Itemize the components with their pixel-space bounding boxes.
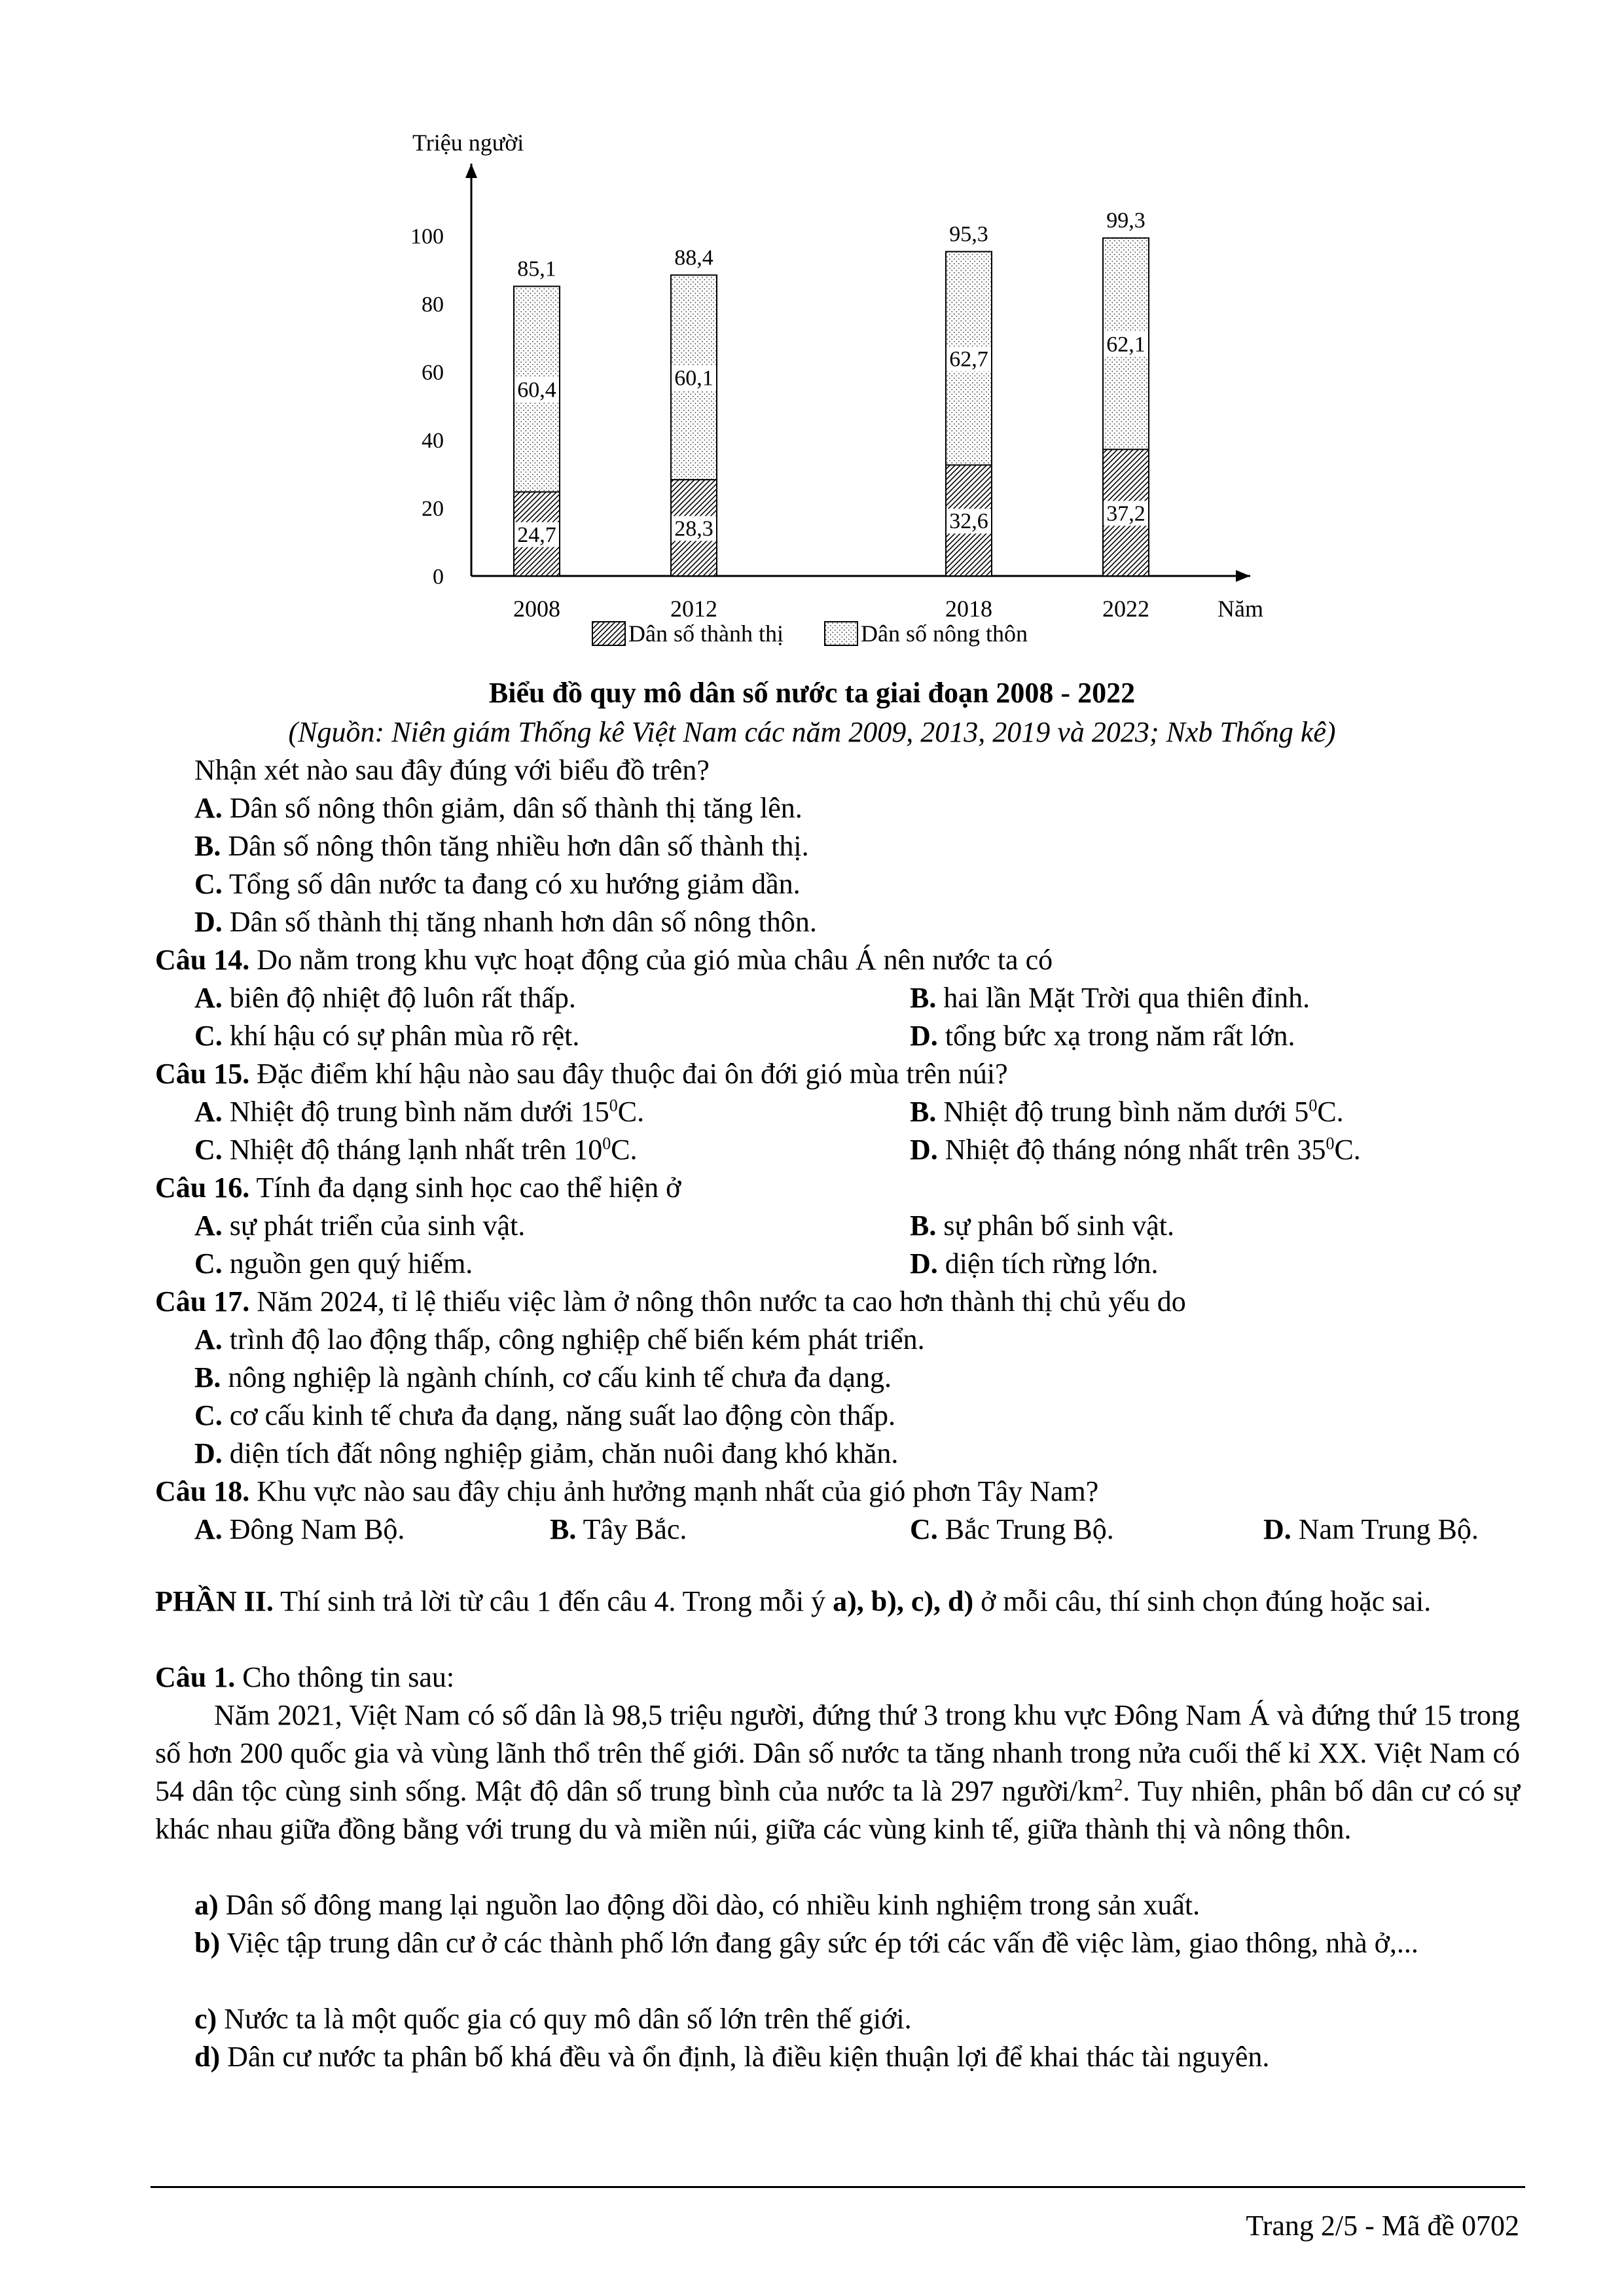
question-stem: Tính đa dạng sinh học cao thể hiện ở bbox=[256, 1172, 681, 1204]
population-chart bbox=[367, 111, 1283, 687]
y-tick-label: 40 bbox=[422, 429, 444, 453]
q17-option-c bbox=[194, 1397, 895, 1435]
option-letter: B. bbox=[194, 830, 221, 862]
q13-option-b bbox=[194, 827, 809, 865]
option-text: Nhiệt độ tháng lạnh nhất trên 10 bbox=[229, 1134, 603, 1166]
option-letter: D. bbox=[194, 906, 223, 938]
q14-stem-line bbox=[155, 941, 1053, 979]
question-stem: Khu vực nào sau đây chịu ảnh hưởng mạnh nhất của gió phơn Tây Nam? bbox=[257, 1475, 1099, 1507]
unit: C. bbox=[617, 1096, 645, 1128]
x-tick-label: 2008 bbox=[513, 596, 560, 622]
option-letter: B. bbox=[910, 1210, 937, 1242]
option-text: nông nghiệp là ngành chính, cơ cấu kinh tế chưa đa dạng. bbox=[228, 1361, 892, 1393]
option-letter: A. bbox=[194, 792, 223, 824]
unit: C. bbox=[1317, 1096, 1344, 1128]
part-label: PHẦN II. bbox=[155, 1585, 274, 1617]
q13-stem: Nhận xét nào sau đây đúng với biểu đồ trên? bbox=[194, 754, 710, 786]
q15-option-b bbox=[910, 1093, 1344, 1131]
q17-option-d bbox=[194, 1435, 898, 1473]
data-label-rural: 60,1 bbox=[674, 366, 713, 391]
statement-label: d) bbox=[194, 2041, 221, 2073]
q16-option-d bbox=[910, 1245, 1159, 1283]
question-stem: Cho thông tin sau: bbox=[242, 1661, 455, 1693]
y-axis-arrow bbox=[465, 164, 477, 178]
data-label-urban: 32,6 bbox=[949, 509, 988, 534]
unit: C. bbox=[611, 1134, 638, 1166]
option-text: Bắc Trung Bộ. bbox=[945, 1513, 1114, 1545]
statement-text: Dân số đông mang lại nguồn lao động dồi dào, có nhiều kinh nghiệm trong sản xuất. bbox=[225, 1889, 1200, 1921]
part2-q1-stem-line bbox=[155, 1659, 454, 1696]
y-tick-label: 0 bbox=[433, 565, 444, 589]
statement-label: c) bbox=[194, 2003, 217, 2035]
option-letter: D. bbox=[1263, 1513, 1291, 1545]
data-label-rural: 60,4 bbox=[517, 378, 556, 403]
option-text: Đông Nam Bộ. bbox=[229, 1513, 405, 1545]
option-letter: C. bbox=[194, 1134, 223, 1166]
option-text: tổng bức xạ trong năm rất lớn. bbox=[945, 1020, 1295, 1052]
y-tick-label: 80 bbox=[422, 293, 444, 317]
option-text: Dân số thành thị tăng nhanh hơn dân số nông thôn. bbox=[229, 906, 817, 938]
option-text: cơ cấu kinh tế chưa đa dạng, năng suất lao động còn thấp. bbox=[229, 1399, 896, 1431]
q15-option-a bbox=[194, 1093, 644, 1131]
question-stem: Năm 2024, tỉ lệ thiếu việc làm ở nông thôn nước ta cao hơn thành thị chủ yếu do bbox=[257, 1285, 1186, 1318]
legend-swatch-urban bbox=[592, 622, 625, 645]
q13-option-d bbox=[194, 903, 817, 941]
data-label-total: 85,1 bbox=[517, 257, 556, 281]
option-letter: C. bbox=[194, 868, 223, 900]
q14-option-b bbox=[910, 979, 1310, 1017]
y-tick-label: 100 bbox=[410, 224, 444, 249]
option-text: Tây Bắc. bbox=[583, 1513, 687, 1545]
chart-title: Biểu đồ quy mô dân số nước ta giai đoạn 2008 - 2022 bbox=[488, 677, 1136, 709]
question-stem: Do nằm trong khu vực hoạt động của gió mùa châu Á nên nước ta có bbox=[257, 944, 1053, 976]
option-letter: D. bbox=[910, 1134, 938, 1166]
option-letter: C. bbox=[910, 1513, 938, 1545]
q15-option-c bbox=[194, 1131, 638, 1169]
passage-sup: 2 bbox=[1114, 1775, 1123, 1795]
statement-text: Việc tập trung dân cư ở các thành phố lớn đang gây sức ép tới các vấn đề việc làm, giao thông, nhà ở,... bbox=[226, 1927, 1418, 1959]
option-text: nguồn gen quý hiếm. bbox=[229, 1247, 473, 1280]
question-label: Câu 15. bbox=[155, 1058, 250, 1090]
q18-stem-line bbox=[155, 1473, 1098, 1511]
part-intro-text: Thí sinh trả lời từ câu 1 đến câu 4. Trong mỗi ý bbox=[280, 1585, 826, 1617]
option-letter: B. bbox=[910, 1096, 937, 1128]
data-label-urban: 28,3 bbox=[674, 516, 713, 541]
question-label: Câu 1. bbox=[155, 1661, 236, 1693]
part-intro-text-2: ở mỗi câu, thí sinh chọn đúng hoặc sai. bbox=[981, 1585, 1432, 1617]
q18-option-c bbox=[910, 1511, 1114, 1549]
q14-option-a bbox=[194, 979, 576, 1017]
q14-option-d bbox=[910, 1017, 1295, 1055]
option-letter: C. bbox=[194, 1247, 223, 1280]
option-letter: A. bbox=[194, 1210, 223, 1242]
passage-text: Năm 2021, Việt Nam có số dân là 98,5 triệu người, đứng thứ 3 trong khu vực Đông Nam Á và đứng thứ 15 trong số hơn 200 quốc gia và vùng lãnh thổ trên thế giới. Dân số nước ta tăng nhanh trong nửa cuối thế kỉ XX. Việt Nam có 54 dân tộc cùng sinh sống. Mật độ dân số trung bình của nước ta là 297 người/km bbox=[155, 1699, 1520, 1807]
q16-option-c bbox=[194, 1245, 473, 1283]
degree-sup: 0 bbox=[1326, 1134, 1335, 1153]
x-axis-label: Năm bbox=[1218, 596, 1263, 622]
data-label-total: 99,3 bbox=[1106, 208, 1146, 233]
q18-option-a bbox=[194, 1511, 405, 1549]
y-tick-label: 20 bbox=[422, 497, 444, 521]
option-text: trình độ lao động thấp, công nghiệp chế biến kém phát triển. bbox=[229, 1323, 925, 1355]
part2-passage bbox=[155, 1696, 1520, 1848]
option-text: Nhiệt độ trung bình năm dưới 15 bbox=[229, 1096, 609, 1128]
q14-option-c bbox=[194, 1017, 579, 1055]
option-letter: A. bbox=[194, 982, 223, 1014]
chart-source: (Nguồn: Niên giám Thống kê Việt Nam các năm 2009, 2013, 2019 và 2023; Nxb Thống kê) bbox=[288, 716, 1336, 748]
option-text: hai lần Mặt Trời qua thiên đỉnh. bbox=[943, 982, 1310, 1014]
question-label: Câu 18. bbox=[155, 1475, 250, 1507]
x-axis-arrow bbox=[1236, 570, 1250, 582]
passage-text-end: . Tuy nhiên, phân bố dân cư có sự khác nhau giữa đồng bằng với trung du và miền núi, giữa các vùng kinh tế, giữa thành thị và nông thôn. bbox=[155, 1775, 1520, 1845]
option-text: sự phát triển của sinh vật. bbox=[229, 1210, 526, 1242]
option-letter: A. bbox=[194, 1513, 223, 1545]
option-text: biên độ nhiệt độ luôn rất thấp. bbox=[229, 982, 576, 1014]
legend-label-rural: Dân số nông thôn bbox=[861, 620, 1028, 647]
option-letter: C. bbox=[194, 1399, 223, 1431]
part2-statement-d bbox=[194, 2038, 1269, 2076]
option-text: Dân số nông thôn tăng nhiều hơn dân số thành thị. bbox=[228, 830, 809, 862]
option-text: diện tích rừng lớn. bbox=[945, 1247, 1159, 1280]
q16-option-a bbox=[194, 1207, 525, 1245]
option-letter: A. bbox=[194, 1096, 223, 1128]
q16-stem-line bbox=[155, 1169, 681, 1207]
option-letter: D. bbox=[910, 1020, 938, 1052]
option-letter: B. bbox=[550, 1513, 577, 1545]
data-label-urban: 37,2 bbox=[1106, 501, 1146, 526]
data-label-total: 88,4 bbox=[674, 245, 713, 270]
option-letter: D. bbox=[910, 1247, 938, 1280]
part-intro-bold: a), b), c), d) bbox=[833, 1585, 974, 1617]
statement-text: Nước ta là một quốc gia có quy mô dân số lớn trên thế giới. bbox=[224, 2003, 912, 2035]
page-footer: Trang 2/5 - Mã đề 0702 bbox=[1246, 2210, 1519, 2242]
footer-rule bbox=[151, 2186, 1525, 2188]
option-text: Tổng số dân nước ta đang có xu hướng giảm dần. bbox=[229, 868, 801, 900]
part2-statement-a bbox=[194, 1886, 1200, 1924]
part2-statement-c bbox=[194, 2000, 912, 2038]
x-tick-label: 2022 bbox=[1102, 596, 1149, 622]
x-tick-label: 2018 bbox=[945, 596, 992, 622]
legend-label-urban: Dân số thành thị bbox=[628, 620, 784, 647]
statement-label: b) bbox=[194, 1927, 221, 1959]
data-label-urban: 24,7 bbox=[517, 522, 556, 547]
degree-sup: 0 bbox=[1308, 1096, 1318, 1115]
q15-stem-line bbox=[155, 1055, 1008, 1093]
q13-option-a bbox=[194, 789, 803, 827]
option-text: diện tích đất nông nghiệp giảm, chăn nuôi đang khó khăn. bbox=[229, 1437, 899, 1469]
q13-option-c bbox=[194, 865, 801, 903]
option-text: Nam Trung Bộ. bbox=[1298, 1513, 1479, 1545]
option-text: Dân số nông thôn giảm, dân số thành thị tăng lên. bbox=[229, 792, 803, 824]
chart-svg bbox=[367, 111, 1283, 687]
option-letter: B. bbox=[194, 1361, 221, 1393]
q18-option-b bbox=[550, 1511, 687, 1549]
q17-stem-line bbox=[155, 1283, 1186, 1321]
x-tick-label: 2012 bbox=[670, 596, 717, 622]
option-text: Nhiệt độ tháng nóng nhất trên 35 bbox=[945, 1134, 1326, 1166]
unit: C. bbox=[1334, 1134, 1361, 1166]
q15-option-d bbox=[910, 1131, 1361, 1169]
q18-option-d bbox=[1263, 1511, 1479, 1549]
q17-option-a bbox=[194, 1321, 925, 1359]
part2-statement-b bbox=[155, 1924, 1520, 1962]
option-text: sự phân bố sinh vật. bbox=[943, 1210, 1174, 1242]
option-text: khí hậu có sự phân mùa rõ rệt. bbox=[229, 1020, 580, 1052]
y-tick-label: 60 bbox=[422, 361, 444, 385]
data-label-total: 95,3 bbox=[949, 222, 988, 247]
part2-intro bbox=[155, 1583, 1520, 1621]
legend-swatch-rural bbox=[825, 622, 857, 645]
y-axis-label: Triệu người bbox=[412, 130, 524, 156]
degree-sup: 0 bbox=[602, 1134, 611, 1153]
option-text: Nhiệt độ trung bình năm dưới 5 bbox=[943, 1096, 1309, 1128]
question-label: Câu 17. bbox=[155, 1285, 250, 1318]
data-label-rural: 62,1 bbox=[1106, 332, 1146, 357]
q16-option-b bbox=[910, 1207, 1174, 1245]
option-letter: A. bbox=[194, 1323, 223, 1355]
q17-option-b bbox=[194, 1359, 892, 1397]
question-stem: Đặc điểm khí hậu nào sau đây thuộc đai ôn đới gió mùa trên núi? bbox=[257, 1058, 1008, 1090]
statement-label: a) bbox=[194, 1889, 219, 1921]
statement-text: Dân cư nước ta phân bố khá đều và ổn định, là điều kiện thuận lợi để khai thác tài nguyên. bbox=[227, 2041, 1270, 2073]
option-letter: D. bbox=[194, 1437, 223, 1469]
data-label-rural: 62,7 bbox=[949, 347, 988, 372]
option-letter: B. bbox=[910, 982, 937, 1014]
option-letter: C. bbox=[194, 1020, 223, 1052]
question-label: Câu 16. bbox=[155, 1172, 250, 1204]
question-label: Câu 14. bbox=[155, 944, 250, 976]
degree-sup: 0 bbox=[609, 1096, 618, 1115]
